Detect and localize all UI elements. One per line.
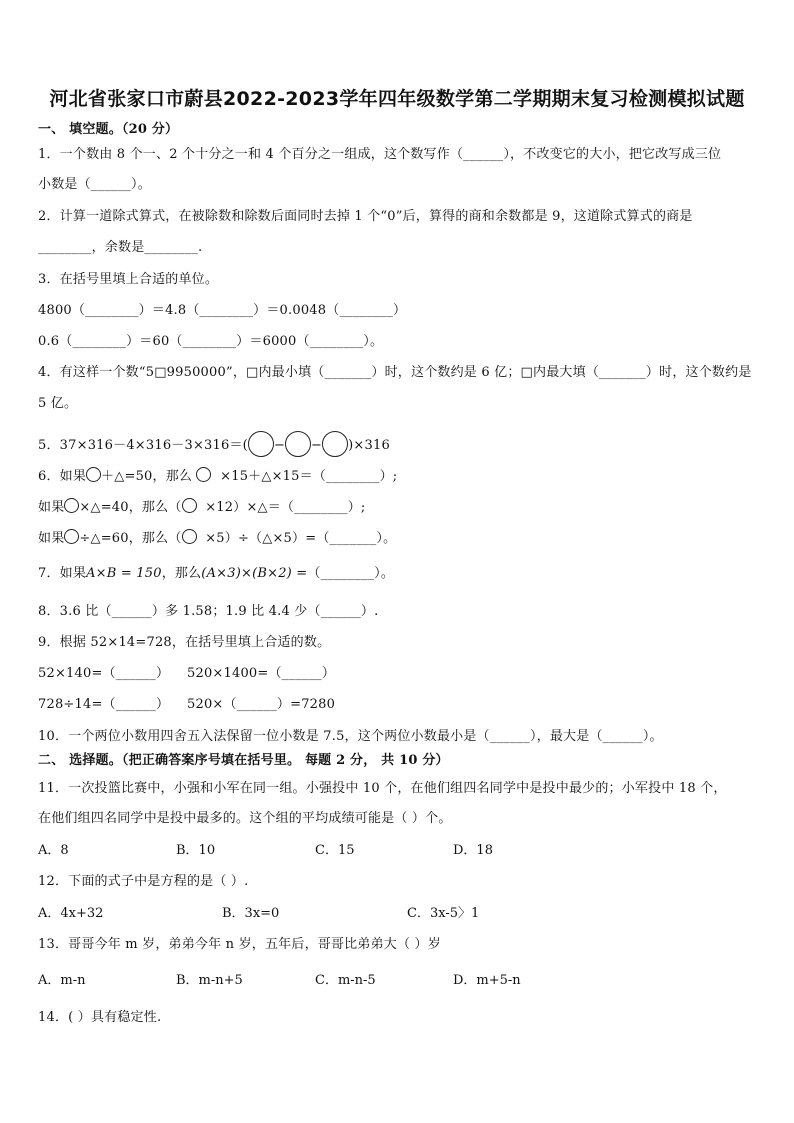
question-5-minus-1: −: [273, 438, 286, 453]
question-6-line-1: [38, 467, 397, 486]
question-12: 12．下面的式子中是方程的是（ ）.: [38, 874, 249, 889]
question-6-line-3: [38, 529, 396, 548]
circle-icon: [248, 431, 274, 457]
question-8: 8．3.6 比（______）多 1.58；1.9 比 4.4 少（______）.: [38, 604, 379, 619]
question-2-line-1: 2．计算一道除式算式，在被除数和除数后面同时去掉 1 个“0”后，算得的商和余数都是 9，这道除式算式的商是: [38, 209, 693, 224]
question-7-formula-2: (A×3)×(B×2) =: [201, 566, 308, 581]
question-5-suffix: )×316: [348, 438, 390, 453]
option-c: C．m-n-5: [315, 973, 376, 988]
option-a: A．m-n: [38, 973, 86, 988]
question-9-line-1: 9．根据 52×14=728，在括号里填上合适的数。: [38, 635, 331, 650]
question-5-minus-2: −: [311, 438, 323, 453]
question-5: [38, 431, 390, 457]
option-c: C．3x-5〉1: [407, 906, 480, 921]
question-9-cell: 728÷14=（______）: [38, 697, 170, 712]
question-7-text: （________）。: [307, 566, 395, 581]
circle-icon: [64, 529, 79, 544]
option-b: B．m-n+5: [176, 973, 243, 988]
option-d: D．18: [453, 843, 493, 858]
question-6-text: ×5）÷（△×5）=（_______）。: [205, 531, 397, 546]
section-heading-choice: 二、 选择题。（把正确答案序号填在括号里。 每题 2 分， 共 10 分）: [38, 753, 449, 768]
question-14: 14．( ）具有稳定性.: [38, 1010, 162, 1025]
option-a: A．8: [38, 843, 69, 858]
question-3-line-2: 4800（________）＝4.8（________）＝0.0048（________）: [38, 303, 407, 318]
question-7-text: ，那么: [161, 566, 202, 581]
question-6-text: ＋△=50，那么: [101, 469, 193, 484]
question-6-text: ×△=40，那么（: [79, 500, 182, 515]
question-11-line-2: 在他们组四名同学中是投中最多的。这个组的平均成绩可能是（ ）个。: [38, 811, 452, 826]
question-6-text: ×15＋△×15＝（________）;: [220, 469, 398, 484]
question-4-line-1: 4．有这样一个数“5□9950000”，□内最小填（_______）时，这个数约是 6 亿；□内最大填（_______）时，这个数约是: [38, 365, 752, 380]
question-6-line-2: [38, 498, 366, 517]
question-6-text: 如果: [38, 500, 65, 515]
question-2-line-2: ________，余数是________.: [38, 240, 203, 255]
circle-icon: [182, 498, 197, 513]
question-9-cell: 520×（______）=7280: [187, 697, 336, 712]
question-7: [38, 565, 394, 583]
section-heading-fill-in: 一、 填空题。（20 分）: [38, 122, 179, 137]
question-5-prefix: 5．37×316－4×316－3×316＝(: [38, 438, 248, 453]
question-6-text: 6．如果: [38, 469, 87, 484]
question-6-text: ×12）×△＝（________）;: [205, 500, 366, 515]
question-6-text: ÷△=60，那么（: [79, 531, 182, 546]
question-9-cell: 52×140=（______）: [38, 666, 170, 681]
circle-icon: [182, 529, 197, 544]
circle-icon: [285, 431, 311, 457]
question-3-line-3: 0.6（________）＝60（________）＝6000（________）。: [38, 334, 384, 349]
circle-icon: [196, 467, 211, 482]
option-b: B．3x=0: [222, 906, 280, 921]
option-d: D．m+5-n: [453, 973, 521, 988]
question-7-text: 7．如果: [38, 566, 87, 581]
question-7-formula-1: A×B = 150: [86, 566, 162, 581]
option-b: B．10: [176, 843, 216, 858]
question-1-line-2: 小数是（______）。: [38, 177, 151, 192]
question-9-cell: 520×1400=（______）: [187, 666, 336, 681]
question-10: 10．一个两位小数用四舍五入法保留一位小数是 7.5，这个两位小数最小是（______），最大是（______）。: [38, 729, 663, 744]
question-6-text: 如果: [38, 531, 65, 546]
question-4-line-2: 5 亿。: [38, 396, 78, 411]
question-1-line-1: 1．一个数由 8 个一、2 个十分之一和 4 个百分之一组成，这个数写作（______），不改变它的大小，把它改写成三位: [38, 147, 722, 162]
circle-icon: [64, 498, 79, 513]
question-11-line-1: 11．一次投篮比赛中，小强和小军在同一组。小强投中 10 个，在他们组四名同学中是投中最少的；小军投中 18 个，: [38, 781, 727, 796]
question-3-line-1: 3．在括号里填上合适的单位。: [38, 272, 219, 287]
question-13: 13．哥哥今年 m 岁，弟弟今年 n 岁，五年后，哥哥比弟弟大（ ）岁: [38, 937, 441, 952]
option-c: C．15: [315, 843, 355, 858]
circle-icon: [86, 467, 101, 482]
page-title: 河北省张家口市蔚县2022-2023学年四年级数学第二学期期末复习检测模拟试题: [49, 88, 745, 110]
option-a: A．4x+32: [38, 906, 104, 921]
circle-icon: [322, 431, 348, 457]
